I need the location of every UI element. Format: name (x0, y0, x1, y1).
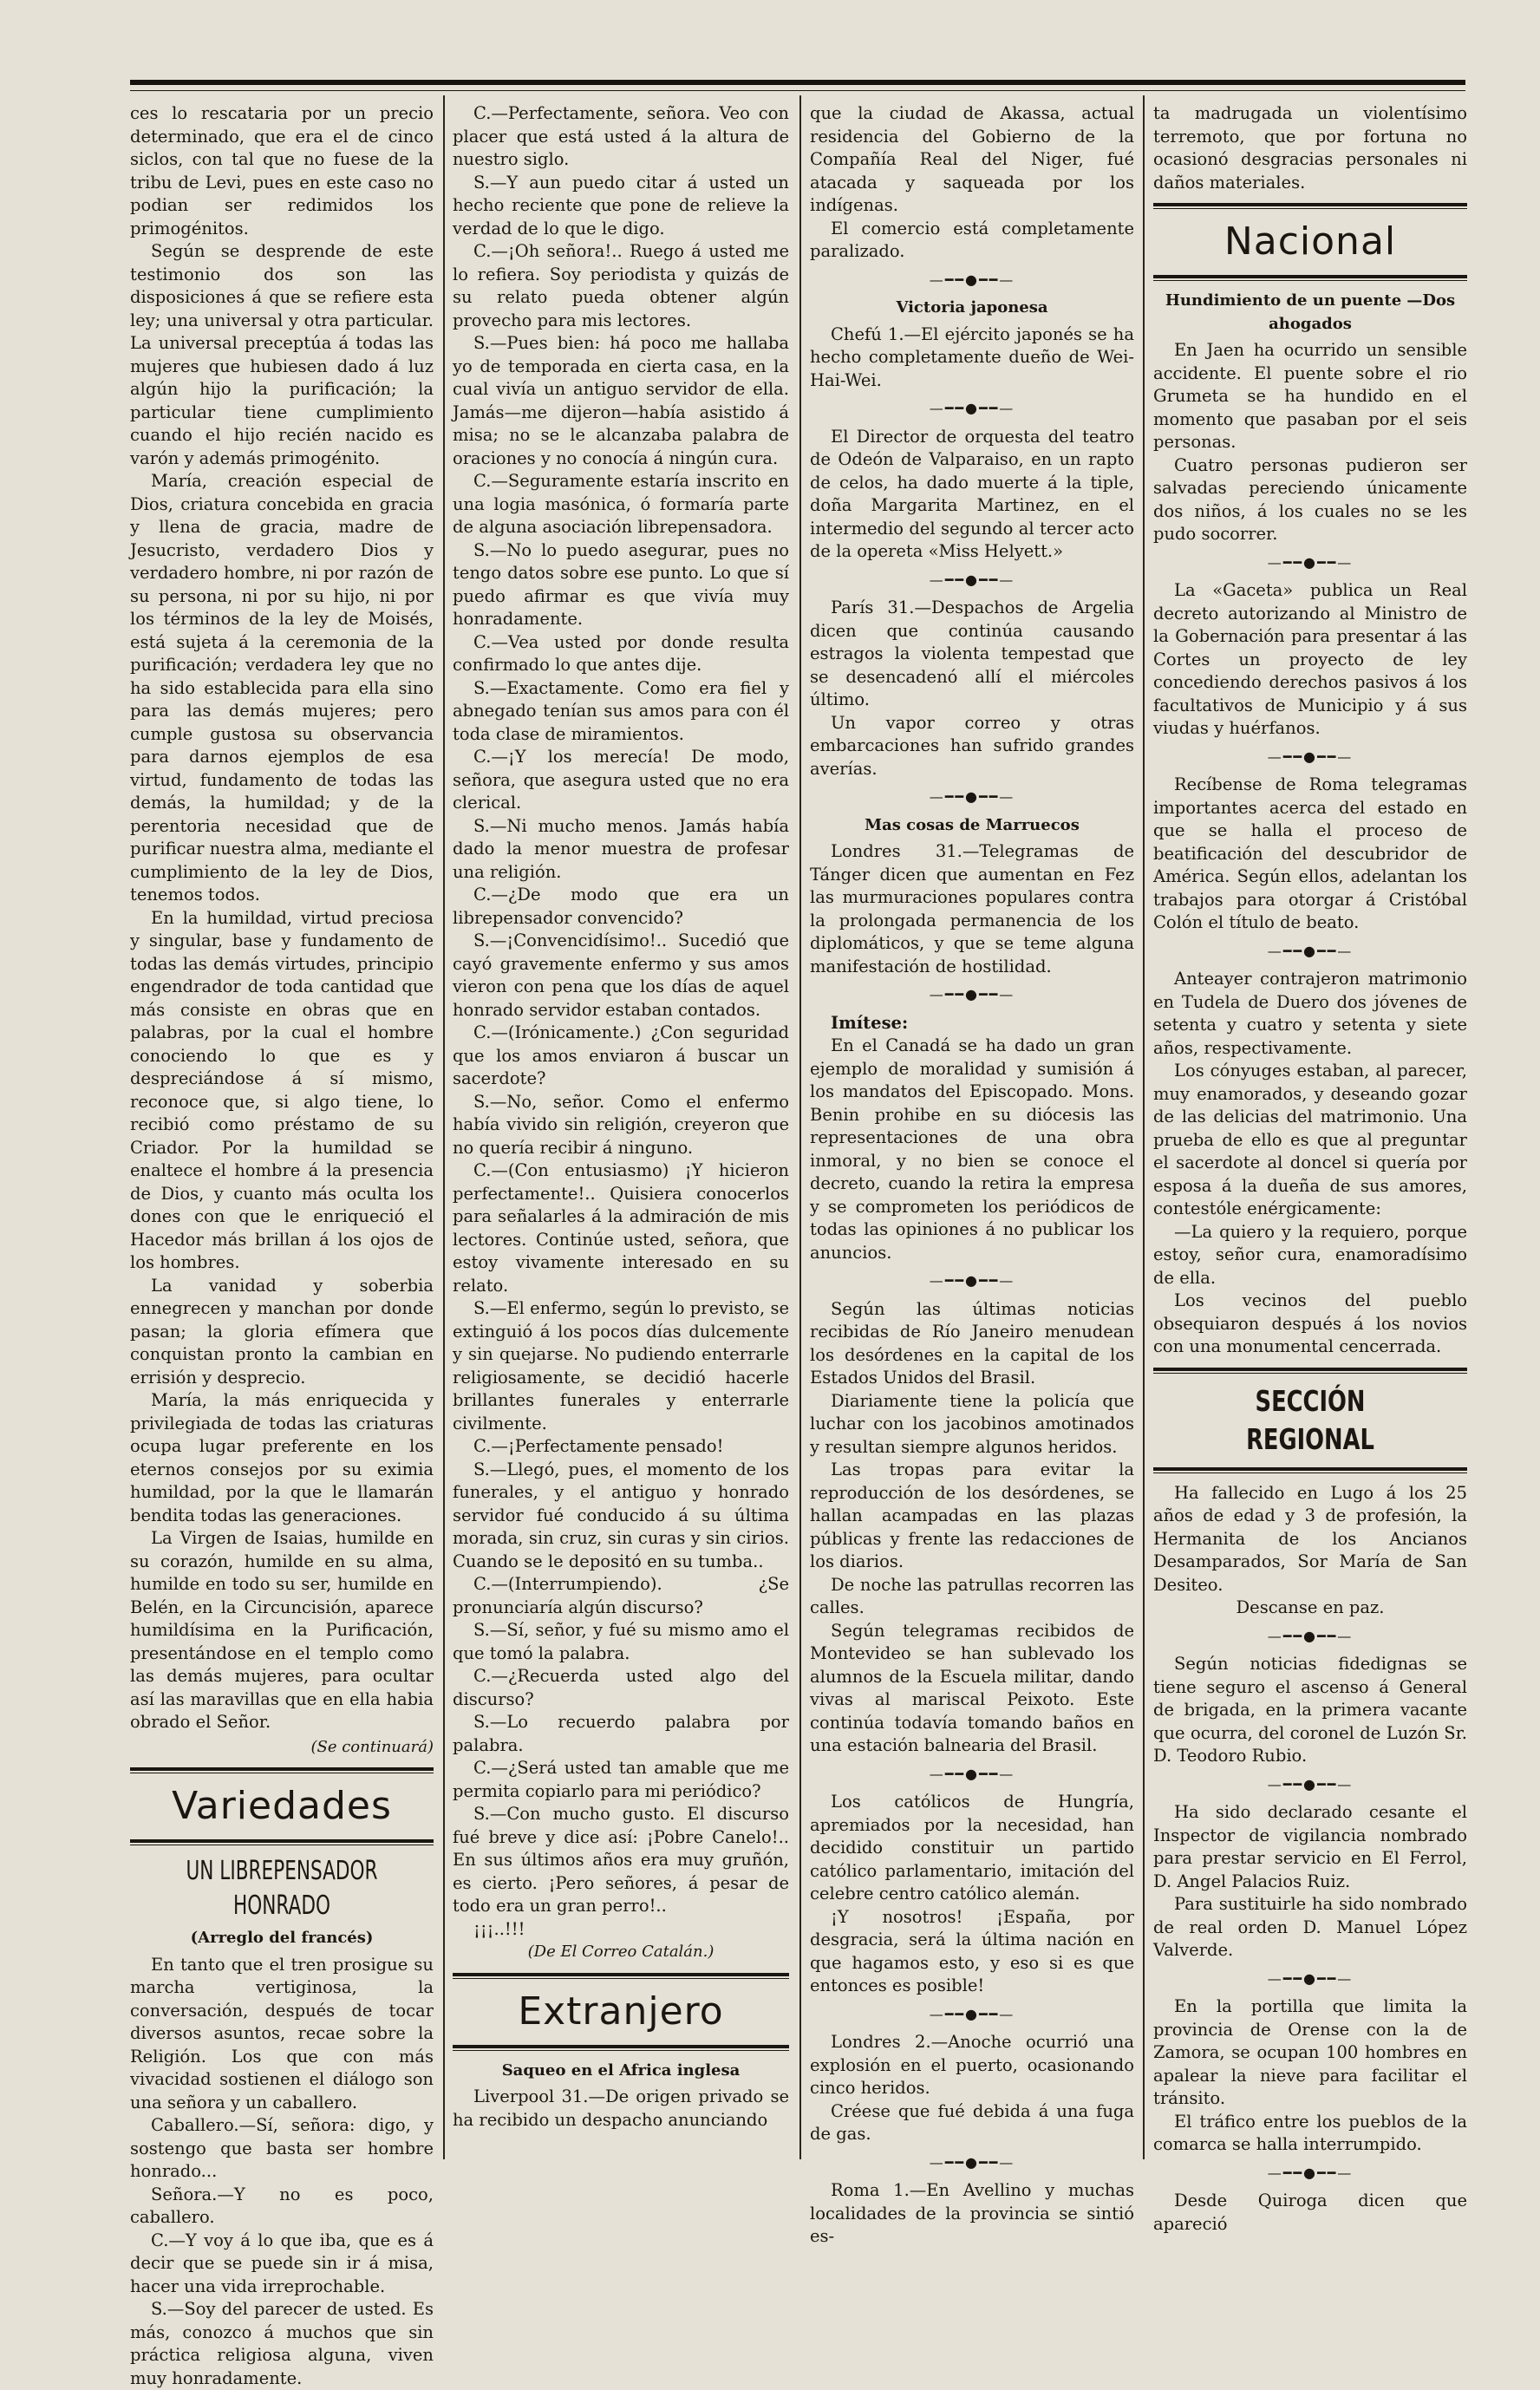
paragraph: Los cónyuges estaban, al parecer, muy enamorados, y deseando gozar de las delicias del matrimonio. Una prueba de ello es que al preguntar el sacerdote al doncel si quería por esposa á la dueña de sus amores, contestóle enérgicamente: (1153, 1061, 1467, 1218)
ornament-divider: —━━●━━— (929, 1765, 1015, 1782)
paragraph: La vanidad y soberbia ennegrecen y manchan por donde pasan; la gloria efímera que conquistan pronto la cambian en errisión y desprecio. (130, 1275, 434, 1388)
column-rule-1 (443, 95, 445, 2159)
paragraph: S.—Llegó, pues, el momento de los funerales, y el antiguo y honrado servidor fué conducido á su última morada, sin cruz, sin curas y sin cirios. Cuando se le depositó en su tumba.. (453, 1459, 789, 1571)
subheading: Mas cosas de Marruecos (865, 815, 1080, 834)
paragraph: S.—El enfermo, según lo previsto, se extinguió á los pocos días dulcemente y sin quejarse. No pudiendo enterrarle religiosamente, se decidió hacerle brillantes funerales y enterrarle civilmente. (453, 1298, 789, 1433)
paragraph: Anteayer contrajeron matrimonio en Tudela de Duero dos jóvenes de setenta y cuatro y setenta y siete años, respectivamente. (1153, 969, 1467, 1058)
paragraph: Las tropas para evitar la reproducción de los desórdenes, se hallan acampadas en las plazas públicas y frente las redacciones de los diarios. (810, 1459, 1134, 1571)
paragraph: La Virgen de Isaias, humilde en su corazón, humilde en su alma, humilde en todo su ser, humilde en Belén, en la Circuncisión, aparece humildísima en la Purificación, presentándose en el templo como las demás mujeres, para ocultar así las maravillas que en ella habia obrado el Señor. (130, 1528, 434, 1732)
paragraph: El Director de orquesta del teatro de Odeón de Valparaiso, en un rapto de celos, ha dado muerte á la tiple, doña Margarita Martinez, en el intermedio del segundo al tercer acto de la opereta «Miss Helyett.» (810, 426, 1134, 561)
paragraph: Desde Quiroga dicen que apareció (1153, 2191, 1467, 2234)
ornament-divider: —━━●━━— (929, 271, 1015, 288)
paragraph: C.—Seguramente estaría inscrito en una logia masónica, ó formaría parte de alguna asociación librepensadora. (453, 471, 789, 537)
subheading: Saqueo en el Africa inglesa (501, 2060, 741, 2080)
paragraph: ces lo rescataria por un precio determinado, que era el de cinco siclos, con tal que no fuese de la tribu de Levi, pues en este caso no podian ser redimidos los primogénitos. (130, 103, 434, 238)
paragraph: Según las últimas noticias recibidas de Río Janeiro menudean los desórdenes en la capital de los Estados Unidos del Brasil. (810, 1298, 1134, 1388)
ornament-divider: —━━●━━— (1267, 942, 1354, 959)
paragraph: De noche las patrullas recorren las calles. (810, 1574, 1134, 1617)
paragraph: Roma 1.—En Avellino y muchas localidades de la provincia se sintió es- (810, 2180, 1134, 2246)
column-3 (810, 102, 1134, 2249)
section-title-nacional: Nacional (1224, 219, 1397, 264)
paragraph: C.—¡Oh señora!.. Ruego á usted me lo refiera. Soy periodista y quizás de su relato pueda obtener algún provecho para mis lectores. (453, 241, 789, 330)
paragraph: El comercio está completamente paralizado. (810, 218, 1134, 261)
paragraph: María, creación especial de Dios, criatura concebida en gracia y llena de gracia, madre de Jesucristo, verdadero Dios y verdadero hombre, ni por razón de su persona, ni por su hijo, ni por los términos de la ley de Moisés, está sujeta á la ceremonia de la purificación; verdadera ley que no ha sido establecida para ella sino para las demás mujeres; pero cumple gustosa su observancia para darnos ejemplos de esa virtud, fundamento de todas las demás, la humildad; y de la perentoria necesidad que de purificar nuestra alma, mediante el cumplimiento de la ley de Dios, tenemos todos. (130, 471, 434, 904)
section-rule (1153, 1368, 1467, 1374)
section-title-variedades: Variedades (172, 1784, 392, 1828)
paragraph: Ha fallecido en Lugo á los 25 años de edad y 3 de profesión, la Hermanita de los Ancianos Desamparados, Sor María de San Desiteo. (1153, 1482, 1467, 1595)
story-subtitle: (Arreglo del francés) (190, 1929, 374, 1947)
top-rule (130, 80, 1465, 85)
ornament-divider: —━━●━━— (929, 400, 1015, 416)
ornament-divider: —━━●━━— (929, 2153, 1015, 2171)
paragraph: ¡¡¡..!!! (473, 1918, 525, 1939)
paragraph: C.—¡Perfectamente pensado! (473, 1436, 724, 1456)
section-rule (130, 1839, 434, 1845)
paragraph: C.—¿Recuerda usted algo del discurso? (453, 1666, 789, 1709)
ornament-divider: —━━●━━— (1267, 1627, 1354, 1644)
paragraph: María, la más enriquecida y privilegiada de todas las criaturas ocupa lugar preferente en los eternos consejos por su eximia humildad, por la que le llamarán bendita todas las generaciones. (130, 1390, 434, 1525)
ornament-divider: —━━●━━— (1267, 748, 1354, 765)
paragraph: C.—(Con entusiasmo) ¡Y hicieron perfectamente!.. Quisiera conocerlos para señalarles á la admiración de mis lectores. Continúe usted, señora, que estoy vivamente interesado en su relato. (453, 1160, 789, 1296)
paragraph-label: Imítese: (831, 1012, 909, 1033)
paragraph: S.—Con mucho gusto. El discurso fué breve y dice así: ¡Pobre Canelo!.. En sus últimos años era muy gruñón, es cierto. ¡Pero señores, á pesar de todo era un gran perro!.. (453, 1804, 789, 1916)
paragraph: C.—Y voy á lo que iba, que es á decir que se puede sin ir á misa, hacer una vida irreprochable. (130, 2230, 434, 2296)
column-rule-2 (799, 95, 801, 2159)
column-1 (130, 102, 434, 2390)
paragraph: En el Canadá se ha dado un gran ejemplo de moralidad y sumisión á los mandatos del Episcopado. Mons. Benin prohibe en su diócesis las representaciones de una obra inmoral, y no bien se conoce el decreto, cuando la retira la empresa y se comprometen los periódicos de todas las opiniones á no publicar los anuncios. (810, 1035, 1134, 1263)
ornament-divider: —━━●━━— (1267, 2164, 1354, 2181)
paragraph: —La quiero y la requiero, porque estoy, señor cura, enamoradísimo de ella. (1153, 1221, 1467, 1288)
subheading: Victoria japonesa (896, 298, 1048, 317)
source-note: (De El Correo Catalán.) (527, 1943, 715, 1961)
section-rule (1153, 203, 1467, 209)
paragraph: ¡Y nosotros! ¡España, por desgracia, será la última nación en que hagamos esto, y eso si es que entonces es posible! (810, 1906, 1134, 1995)
ornament-divider: —━━●━━— (1267, 553, 1354, 571)
paragraph: C.—Vea usted por donde resulta confirmado lo que antes dije. (453, 631, 789, 675)
paragraph: Señora.—Y no es poco, caballero. (130, 2184, 434, 2227)
paragraph: S.—Sí, señor, y fué su mismo amo el que tomó la palabra. (453, 1620, 789, 1663)
paragraph: París 31.—Despachos de Argelia dicen que continúa causando estragos la violenta tempestad que se desencadenó allí el miércoles último. (810, 598, 1134, 709)
continuation-note: (Se continuará) (310, 1737, 434, 1756)
section-rule (1153, 1467, 1467, 1473)
section-rule (130, 1767, 434, 1773)
paragraph: S.—Pues bien: há poco me hallaba yo de temporada en cierta casa, en la cual vivía un antiguo servidor de ella. Jamás—me dijeron—había asistido á misa; no se le alcanzaba palabra de oraciones y no conocía á ningún cura. (453, 333, 789, 468)
ornament-divider: —━━●━━— (929, 2005, 1015, 2022)
story-title: UN LIBREPENSADOR HONRADO (186, 1856, 378, 1921)
paragraph: Chefú 1.—El ejército japonés se ha hecho completamente dueño de Wei-Hai-Wei. (810, 323, 1134, 390)
section-title-regional: SECCIÓN REGIONAL (1246, 1383, 1374, 1456)
paragraph: Un vapor correo y otras embarcaciones han sufrido grandes averías. (810, 712, 1134, 779)
paragraph: Caballero.—Sí, señora: digo, y sostengo que basta ser hombre honrado... (130, 2115, 434, 2181)
paragraph: Cuatro personas pudieron ser salvadas pereciendo únicamente dos niños, á los cuales no se les pudo socorrer. (1153, 454, 1467, 544)
paragraph: C.—(Irónicamente.) ¿Con seguridad que los amos enviaron á buscar un sacerdote? (453, 1022, 789, 1088)
paragraph: que la ciudad de Akassa, actual residencia del Gobierno de la Compañía Real del Niger, fué atacada y saqueada por los indígenas. (810, 103, 1134, 215)
paragraph: Londres 31.—Telegramas de Tánger dicen que aumentan en Fez las murmuraciones populares contra la prolongada permanencia de los diplomáticos, y que se teme alguna manifestación de hostilidad. (810, 841, 1134, 976)
column-rule-3 (1143, 95, 1145, 2159)
subheading: Hundimiento de un puente —Dos ahogados (1165, 291, 1456, 333)
section-rule (453, 1973, 789, 1979)
paragraph: Créese que fué debida á una fuga de gas. (810, 2100, 1134, 2144)
paragraph: El tráfico entre los pueblos de la comarca se halla interrumpido. (1153, 2111, 1467, 2154)
paragraph: Los vecinos del pueblo obsequiaron después á los novios con una monumental cencerrada. (1153, 1290, 1467, 1356)
ornament-divider: —━━●━━— (929, 986, 1015, 1002)
paragraph: Liverpool 31.—De origen privado se ha recibido un despacho anunciando (453, 2086, 789, 2130)
paragraph: La «Gaceta» publica un Real decreto autorizando al Ministro de la Gobernación para presentar á las Cortes un proyecto de ley concediendo derechos pasivos á los facultativos de Municipio y á sus viudas y huérfanos. (1153, 580, 1467, 738)
paragraph: C.—(Interrumpiendo). ¿Se pronunciaría algún discurso? (453, 1574, 789, 1617)
paragraph: Según noticias fidedignas se tiene seguro el ascenso á General de brigada, en la primera vacante que ocurra, del coronel de Luzón Sr. D. Teodoro Rubio. (1153, 1654, 1467, 1766)
paragraph: S.—No lo puedo asegurar, pues no tengo datos sobre ese punto. Lo que sí puedo afirmar es que vivía muy honradamente. (453, 539, 789, 629)
ornament-divider: —━━●━━— (1267, 1775, 1354, 1792)
paragraph: S.—Lo recuerdo palabra por palabra. (453, 1712, 789, 1755)
paragraph: S.—¡Convencidísimo!.. Sucedió que cayó gravemente enfermo y sus amos vieron con pena que los días de aquel honrado servidor estaban contados. (453, 931, 789, 1020)
column-4 (1153, 102, 1467, 2236)
paragraph: S.—Y aun puedo citar á usted un hecho reciente que pone de relieve la verdad de lo que le digo. (453, 172, 789, 238)
ornament-divider: —━━●━━— (929, 571, 1015, 588)
paragraph: En la humildad, virtud preciosa y singular, base y fundamento de todas las demás virtudes, principio engendrador de toda cantidad que más consiste en obras que en palabras, por la cual el hombre conociendo lo que es y despreciándose á sí mismo, reconoce que, si algo tiene, lo recibió como préstamo de su Criador. Por la humildad se enaltece el hombre á la presencia de Dios, y cuanto más oculta los dones con que le enriqueció el Hacedor más brillan á los ojos de los hombres. (130, 907, 434, 1272)
paragraph: Descanse en paz. (1236, 1597, 1385, 1617)
paragraph: En la portilla que limita la provincia de Orense con la de Zamora, se ocupan 100 hombres en apalear la nieve para facilitar el tránsito. (1153, 1996, 1467, 2108)
top-rule-thin (130, 90, 1465, 91)
paragraph: C.—Perfectamente, señora. Veo con placer que está usted á la altura de nuestro siglo. (453, 103, 789, 169)
paragraph: C.—¿Será usted tan amable que me permita copiarlo para mi periódico? (453, 1758, 789, 1801)
paragraph: Los católicos de Hungría, apremiados por la necesidad, han decidido constituir un partido católico parlamentario, imitación del celebre centro católico alemán. (810, 1792, 1134, 1904)
paragraph: Según se desprende de este testimonio dos son las disposiciones á que se refiere esta ley; una universal y otra particular. La universal preceptúa á todas las mujeres que hubiesen dado á luz algún hijo la purificación; la particular tiene cumplimiento cuando el hijo recién nacido es varón y además primogénito. (130, 241, 434, 468)
paragraph: Diariamente tiene la policía que luchar con los jacobinos amotinados y resultan siempre algunos heridos. (810, 1390, 1134, 1457)
paragraph: S.—Soy del parecer de usted. Es más, conozco á muchos que sin práctica religiosa alguna, viven muy honradamente. (130, 2299, 434, 2388)
paragraph: C.—¿De modo que era un librepensador convencido? (453, 885, 789, 928)
paragraph: Para sustituirle ha sido nombrado de real orden D. Manuel López Valverde. (1153, 1894, 1467, 1960)
section-rule (453, 2045, 789, 2051)
ornament-divider: —━━●━━— (929, 1272, 1015, 1289)
paragraph: S.—Exactamente. Como era fiel y abnegado tenían sus amos para con él toda clase de miramientos. (453, 677, 789, 744)
paragraph: En tanto que el tren prosigue su marcha vertiginosa, la conversación, después de tocar diversos asuntos, recae sobre la Religión. Los que con más vivacidad sostienen el diálogo son una señora y un caballero. (130, 1954, 434, 2112)
paragraph: ta madrugada un violentísimo terremoto, que por fortuna no ocasionó desgracias personales ni daños materiales. (1153, 103, 1467, 193)
ornament-divider: —━━●━━— (1267, 1969, 1354, 1987)
paragraph: Londres 2.—Anoche ocurrió una explosión en el puerto, ocasionando cinco heridos. (810, 2032, 1134, 2098)
paragraph: C.—¡Y los merecía! De modo, señora, que asegura usted que no era clerical. (453, 747, 789, 813)
column-2 (453, 102, 789, 2132)
section-title-extranjero: Extranjero (518, 1988, 724, 2034)
section-rule (1153, 275, 1467, 281)
paragraph: En Jaen ha ocurrido un sensible accidente. El puente sobre el rio Grumeta se ha hundido en el momento que pasaban por el seis personas. (1153, 340, 1467, 452)
paragraph: S.—Ni mucho menos. Jamás había dado la menor muestra de profesar una religión. (453, 815, 789, 882)
paragraph: Recíbense de Roma telegramas importantes acerca del estado en que se halla el proceso de beatificación del descubridor de América. Según ellos, adelantan los trabajos para otorgar á Cristóbal Colón el título de beato. (1153, 774, 1467, 932)
paragraph: Según telegramas recibidos de Montevideo se han sublevado los alumnos de la Escuela militar, dando vivas al mariscal Peixoto. Este continúa todavía tomando baños en una estación balnearia del Brasil. (810, 1620, 1134, 1755)
paragraph: S.—No, señor. Como el enfermo había vivido sin religión, creyeron que no quería recibir á ninguno. (453, 1091, 789, 1158)
paragraph: Ha sido declarado cesante el Inspector de vigilancia nombrado para prestar servicio en El Ferrol, D. Angel Palacios Ruiz. (1153, 1802, 1467, 1891)
ornament-divider: —━━●━━— (929, 788, 1015, 805)
